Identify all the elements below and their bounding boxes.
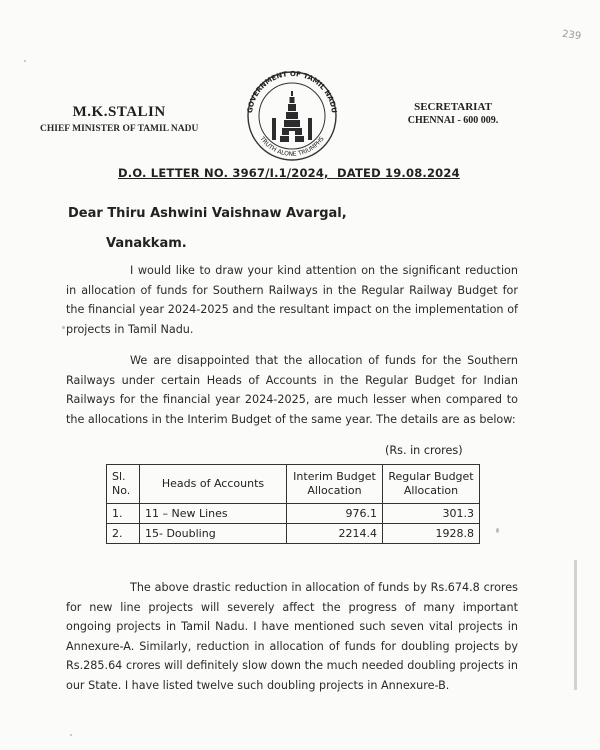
paragraph-1-body: allocation of funds for Southern Railways in the Regular Railway Budget for the financial year 2024-2025 and the resultant impact on the implementation of projects in Tamil Nadu. <box>66 283 518 336</box>
row-regular-value: 1928.8 <box>383 524 480 544</box>
paragraph-2 <box>66 351 518 429</box>
table-row <box>107 524 480 544</box>
table-row <box>107 504 480 524</box>
paragraph-3 <box>66 578 518 696</box>
header-sl-no: Sl. No. <box>107 465 140 504</box>
address-line1: SECRETARIAT <box>414 101 492 113</box>
paragraph-3-first-line: The above drastic reduction in allocation of funds by Rs.674.8 crores <box>130 581 518 594</box>
paragraph-1 <box>66 261 518 339</box>
emblem-motto: TRUTH ALONE TRIUMPHS <box>258 135 326 158</box>
scan-speck <box>24 60 26 62</box>
paragraph-3-body: for new line projects will severely affect the progress of many important ongoing projects in Tamil Nadu. I have mentioned such seven vital projects in Annexure-A. Similarly, reduction in allocation of funds for doubling projects by Rs.285.64 crores will definitely slow down the much needed doubling projects in our State. I have listed twelve such doubling projects in Annexure-B. <box>66 600 518 692</box>
row-head: 15- Doubling <box>140 524 287 544</box>
header-heads-of-accounts: Heads of Accounts <box>140 465 287 504</box>
emblem-top-text: GOVERNMENT OF TAMIL NADU <box>246 69 338 114</box>
paragraph-2-body: Railways under certain Heads of Accounts in the Regular Budget for Indian Railways for the financial year 2024-2025, are much lesser when compared to the allocations in the Interim Budget of the same year. The details are as below: <box>66 373 518 426</box>
salutation: Dear Thiru Ashwini Vaishnaw Avargal, <box>68 206 347 221</box>
row-sl-no: 2. <box>107 524 140 544</box>
address-line2: CHENNAI - 600 009. <box>407 115 499 126</box>
row-interim-value: 976.1 <box>287 504 383 524</box>
paragraph-2-first-line: We are disappointed that the allocation of funds for the Southern <box>130 354 518 367</box>
table-header-row <box>107 465 480 504</box>
scan-edge-shadow <box>574 560 577 690</box>
sender-name: M.K.STALIN <box>72 104 166 120</box>
header-regular-budget: Regular Budget Allocation <box>383 465 480 504</box>
greeting: Vanakkam. <box>106 236 187 251</box>
office-address <box>388 101 518 126</box>
letter-reference: D.O. LETTER NO. 3967/I.1/2024, DATED 19.08.2024 <box>118 166 460 180</box>
page-number: 239 <box>561 28 582 43</box>
row-head: 11 – New Lines <box>140 504 287 524</box>
header-interim-budget: Interim Budget Allocation <box>287 465 383 504</box>
sender-block <box>40 104 198 134</box>
table-units: (Rs. in crores) <box>385 444 463 457</box>
paragraph-1-first-line: I would like to draw your kind attention on the significant reduction in <box>66 264 518 297</box>
scan-speck <box>70 734 72 736</box>
scan-speck <box>496 528 499 533</box>
temple-gopuram-icon <box>272 91 312 142</box>
budget-table <box>106 464 480 544</box>
row-sl-no: 1. <box>107 504 140 524</box>
scan-speck <box>62 326 65 329</box>
sender-title: CHIEF MINISTER OF TAMIL NADU <box>40 124 199 134</box>
row-interim-value: 2214.4 <box>287 524 383 544</box>
tamil-nadu-emblem <box>238 66 346 166</box>
row-regular-value: 301.3 <box>383 504 480 524</box>
